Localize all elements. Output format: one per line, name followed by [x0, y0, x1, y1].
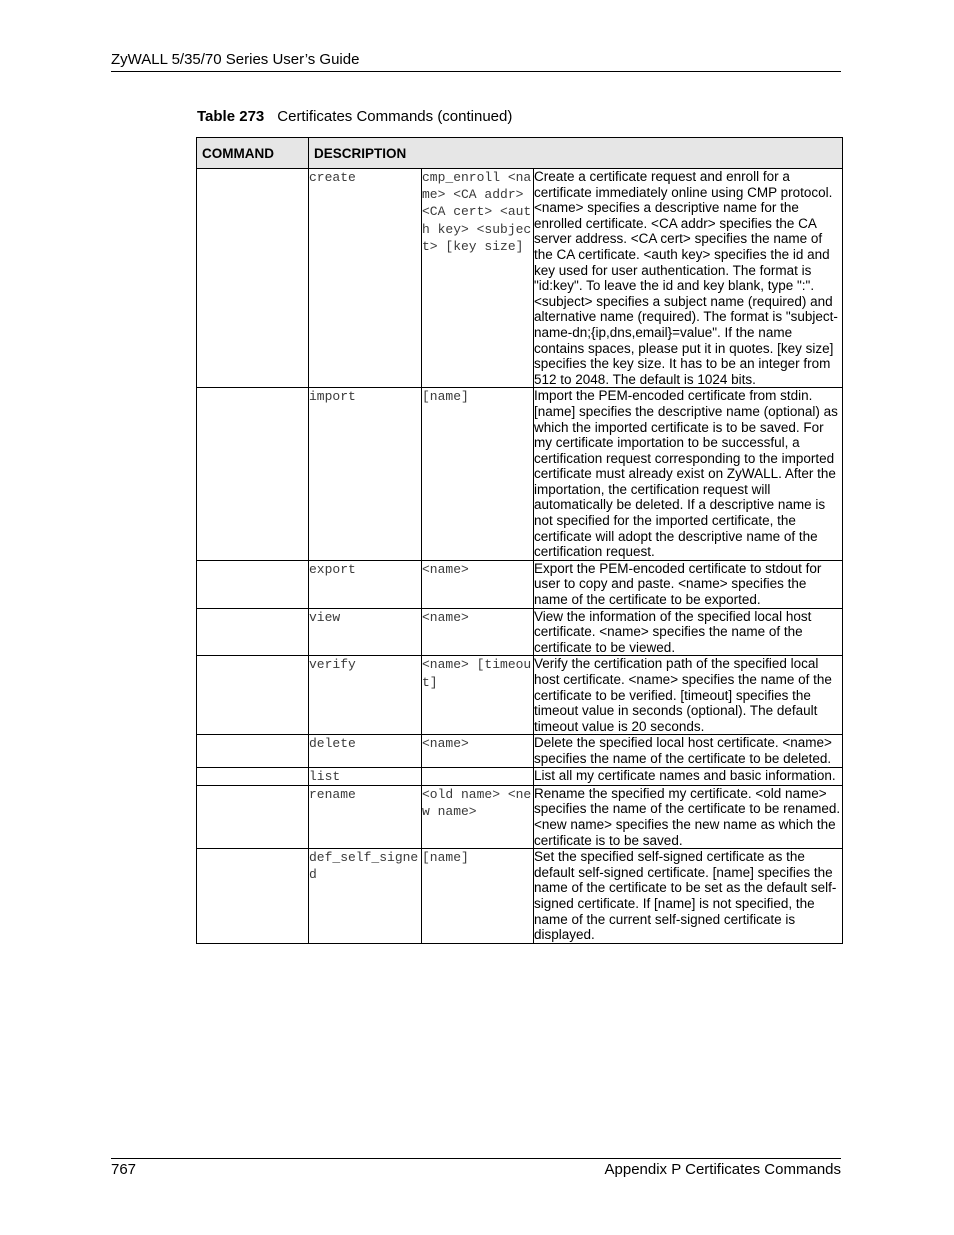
description-cell: Set the specified self-signed certificate as the default self-signed certificate. [name] specifies the name of the certificate to be set as the default self-signed certificate. If [name] is not specified, the name of the current self-signed certificate is displayed.	[534, 849, 843, 944]
command-cell	[197, 767, 309, 785]
description-cell: List all my certificate names and basic information.	[534, 767, 843, 785]
table-row	[197, 849, 843, 944]
subcommand-cell: def_self_signed	[309, 849, 422, 944]
command-cell	[197, 735, 309, 767]
command-cell	[197, 169, 309, 388]
table-row	[197, 608, 843, 656]
arguments-cell	[422, 767, 534, 785]
subcommand-cell: list	[309, 767, 422, 785]
table-caption-text: Certificates Commands (continued)	[277, 108, 513, 125]
description-cell: View the information of the specified local host certificate. <name> specifies the name of the certificate to be viewed.	[534, 608, 843, 656]
arguments-cell: [name]	[422, 388, 534, 561]
description-cell: Export the PEM-encoded certificate to stdout for user to copy and paste. <name> specifies the name of the certificate to be exported.	[534, 560, 843, 608]
table-row	[197, 735, 843, 767]
subcommand-cell: export	[309, 560, 422, 608]
description-cell: Create a certificate request and enroll for a certificate immediately online using CMP protocol. <name> specifies a descriptive name for the enrolled certificate. <CA addr> specifies the CA server address. <CA cert> specifies the name of the CA certificate. <auth key> specifies the id and key used for user authentication. The format is "id:key". To leave the id and key blank, type ":". <subject> specifies a subject name (required) and alternative name (required). The format is "subject-name-dn;{ip,dns,email}=value". If the name contains spaces, please put it in quotes. [key size] specifies the key size. It has to be an integer from 512 to 2048. The default is 1024 bits.	[534, 169, 843, 388]
table-row	[197, 560, 843, 608]
running-header: ZyWALL 5/35/70 Series User’s Guide	[111, 51, 360, 68]
subcommand-cell: import	[309, 388, 422, 561]
arguments-cell: <name>	[422, 560, 534, 608]
arguments-cell: <name>	[422, 608, 534, 656]
running-footer: Appendix P Certificates Commands	[604, 1161, 841, 1178]
certificates-commands-table	[196, 137, 843, 944]
description-cell: Delete the specified local host certificate. <name> specifies the name of the certificate to be deleted.	[534, 735, 843, 767]
description-cell: Verify the certification path of the specified local host certificate. <name> specifies the name of the certificate to be verified. [timeout] specifies the timeout value in seconds (optional). The default timeout value is 20 seconds.	[534, 656, 843, 735]
command-cell	[197, 608, 309, 656]
description-cell: Rename the specified my certificate. <old name> specifies the name of the certificate to be renamed. <new name> specifies the new name as which the certificate is to be saved.	[534, 785, 843, 848]
command-cell	[197, 785, 309, 848]
description-column-header: DESCRIPTION	[309, 138, 843, 169]
table-row	[197, 388, 843, 561]
table-row	[197, 785, 843, 848]
table-row	[197, 656, 843, 735]
command-cell	[197, 388, 309, 561]
description-cell: Import the PEM-encoded certificate from stdin. [name] specifies the descriptive name (optional) as which the imported certificate is to be saved. For my certificate importation to be successful, a certification request corresponding to the imported certificate must already exist on ZyWALL. After the importation, the certification request will automatically be deleted. If a descriptive name is not specified for the imported certificate, the certificate will adopt the descriptive name of the certification request.	[534, 388, 843, 561]
table-row	[197, 767, 843, 785]
arguments-cell: cmp_enroll <name> <CA addr> <CA cert> <auth key> <subject> [key size]	[422, 169, 534, 388]
subcommand-cell: verify	[309, 656, 422, 735]
subcommand-cell: delete	[309, 735, 422, 767]
table-header-row	[197, 138, 843, 169]
footer-rule	[111, 1158, 841, 1159]
arguments-cell: <name> [timeout]	[422, 656, 534, 735]
subcommand-cell: create	[309, 169, 422, 388]
arguments-cell: [name]	[422, 849, 534, 944]
page-number: 767	[111, 1161, 137, 1178]
command-column-header: COMMAND	[197, 138, 309, 169]
arguments-cell: <name>	[422, 735, 534, 767]
command-cell	[197, 656, 309, 735]
subcommand-cell: view	[309, 608, 422, 656]
table-number: Table 273	[197, 108, 265, 125]
header-rule	[111, 71, 841, 72]
subcommand-cell: rename	[309, 785, 422, 848]
arguments-cell: <old name> <new name>	[422, 785, 534, 848]
table-row	[197, 169, 843, 388]
table-caption	[197, 108, 512, 126]
command-cell	[197, 849, 309, 944]
command-cell	[197, 560, 309, 608]
